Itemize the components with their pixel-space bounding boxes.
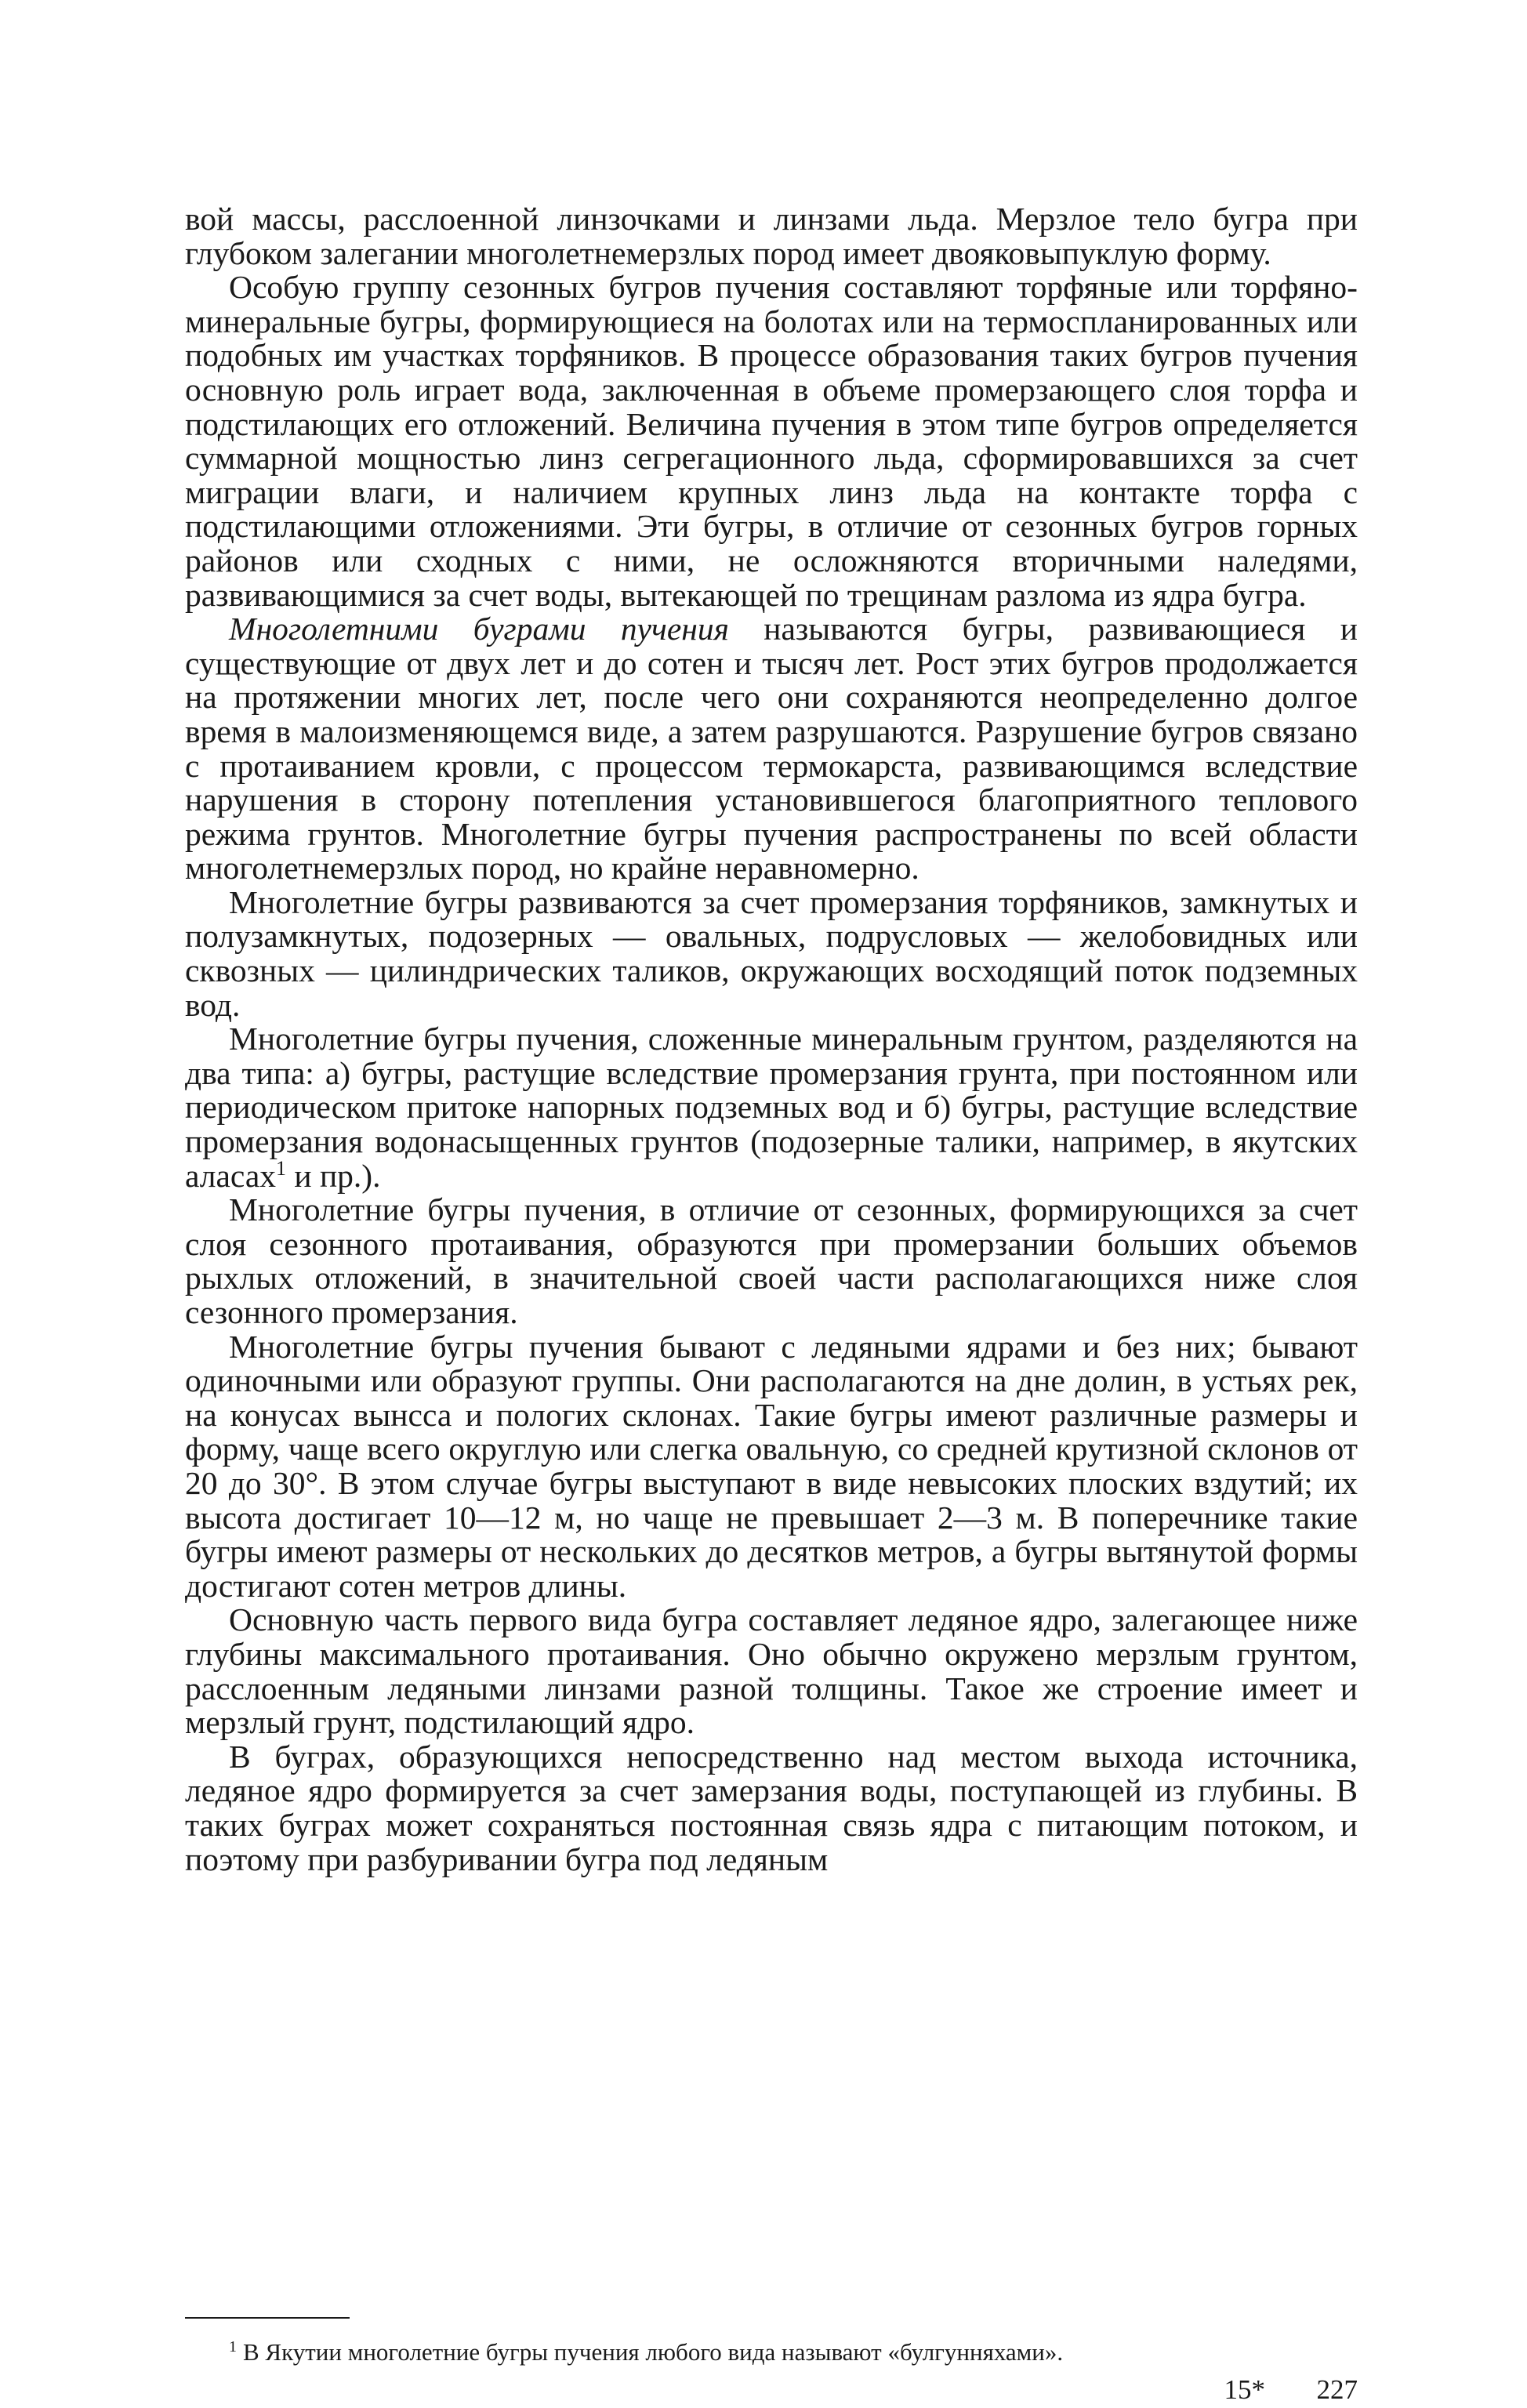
printer-signature-mark: 15* xyxy=(1224,2374,1265,2405)
paragraph-6: Многолетние бугры пучения, в отличие от сезонных, формирующихся за счет слоя сезонного протаивания, образуются при промерзании больших объемов рыхлых отложений, в значительной своей части располагающихся ниже слоя сезонного промерзания. xyxy=(185,1191,1358,1330)
footnote xyxy=(185,2338,1358,2366)
paragraph-4: Многолетние бугры развиваются за счет промерзания торфяников, замкнутых и полузамкнутых, подозерных — овальных, подрусловых — желобовидных или сквозных — цилиндрических таликов, окружающих восходящий поток подземных вод. xyxy=(185,883,1358,1023)
paragraph-7: Многолетние бугры пучения бывают с ледяными ядрами и без них; бывают одиночными или образуют группы. Они располагаются на дне долин, в устьях рек, на конусах вынсса и пологих склонах. Такие бугры имеют различные размеры и форму, чаще всего округлую или слегка овальную, со средней крутизной склонов от 20 до 30°. В этом случае бугры выступают в виде невысоких плоских вздутий; их высота достигает 10—12 м, но чаще не превышает 2—3 м. В поперечнике такие бугры имеют размеры от нескольких до десятков метров, а бугры вытянутой формы достигают сотен метров длины. xyxy=(185,1328,1358,1604)
paragraph-5: Многолетние бугры пучения, сложенные минеральным грунтом, разделяются на два типа: а) бугры, растущие вследствие промерзания грунта, при постоянном или периодическом притоке напорных подземных вод и б) бугры, растущие вследствие промерзания водонасыщенных грунтов (подозерные талики, например, в якутских аласах$^1$ и пр.). xyxy=(185,1021,1358,1194)
main-text xyxy=(185,202,1358,1877)
paragraph-2: Особую группу сезонных бугров пучения составляют торфяные или торфяно-минеральные бугры, формирующиеся на болотах или на термоспланированных или подобных им участках торфяников. В процессе образования таких бугров пучения основную роль играет вода, заключенная в объеме промерзающего слоя торфа и подстилающих его отложений. Величина пучения в этом типе бугров определяется суммарной мощностью линз сегрегационного льда, сформировавшихся за счет миграции влаги, и наличием крупных линз льда на контакте торфа с подстилающими отложениями. Эти бугры, в отличие от сезонных бугров горных районов или сходных с ними, не осложняются вторичными наледями, развивающимися за счет воды, вытекающей по трещинам разлома из ядра бугра. xyxy=(185,269,1358,613)
page-number: 227 xyxy=(1316,2374,1358,2405)
footnote-reference: 1 xyxy=(276,1156,287,1180)
footnote-mark: 1 xyxy=(229,2337,237,2355)
footnote-text: В Якутии многолетние бугры пучения любого вида называют «булгунняхами». xyxy=(243,2338,1064,2366)
paragraph-1: вой массы, расслоенной линзочками и линзами льда. Мерзлое тело бугра при глубоком залегании многолетнемерзлых пород имеет двояковыпуклую форму. xyxy=(185,201,1358,271)
term-emphasis: Многолетними буграми пучения xyxy=(229,611,729,647)
paragraph-8: Основную часть первого вида бугра составляет ледяное ядро, залегающее ниже глубины максимального протаивания. Оно обычно окружено мерзлым грунтом, расслоенным ледяными линзами разной толщины. Такое же строение имеет и мерзлый грунт, подстилающий ядро. xyxy=(185,1601,1358,1741)
paragraph-3: Многолетними буграми пучения называются бугры, развивающиеся и существующие от двух лет и до сотен и тысяч лет. Рост этих бугров продолжается на протяжении многих лет, после чего они сохраняются неопределенно долгое время в малоизменяющемся виде, а затем разрушаются. Разрушение бугров связано с протаиванием кровли, с процессом термокарста, развивающимся вследствие нарушения в сторону потепления установившегося благоприятного теплового режима грунтов. Многолетние бугры пучения распространены по всей области многолетнемерзлых пород, но крайне неравномерно. xyxy=(185,611,1358,887)
paragraph-9: В буграх, образующихся непосредственно над местом выхода источника, ледяное ядро формируется за счет замерзания воды, поступающей из глубины. В таких буграх может сохраняться постоянная связь ядра с питающим потоком, и поэтому при разбуривании бугра под ледяным xyxy=(185,1738,1358,1877)
footnote-divider xyxy=(185,2317,350,2319)
